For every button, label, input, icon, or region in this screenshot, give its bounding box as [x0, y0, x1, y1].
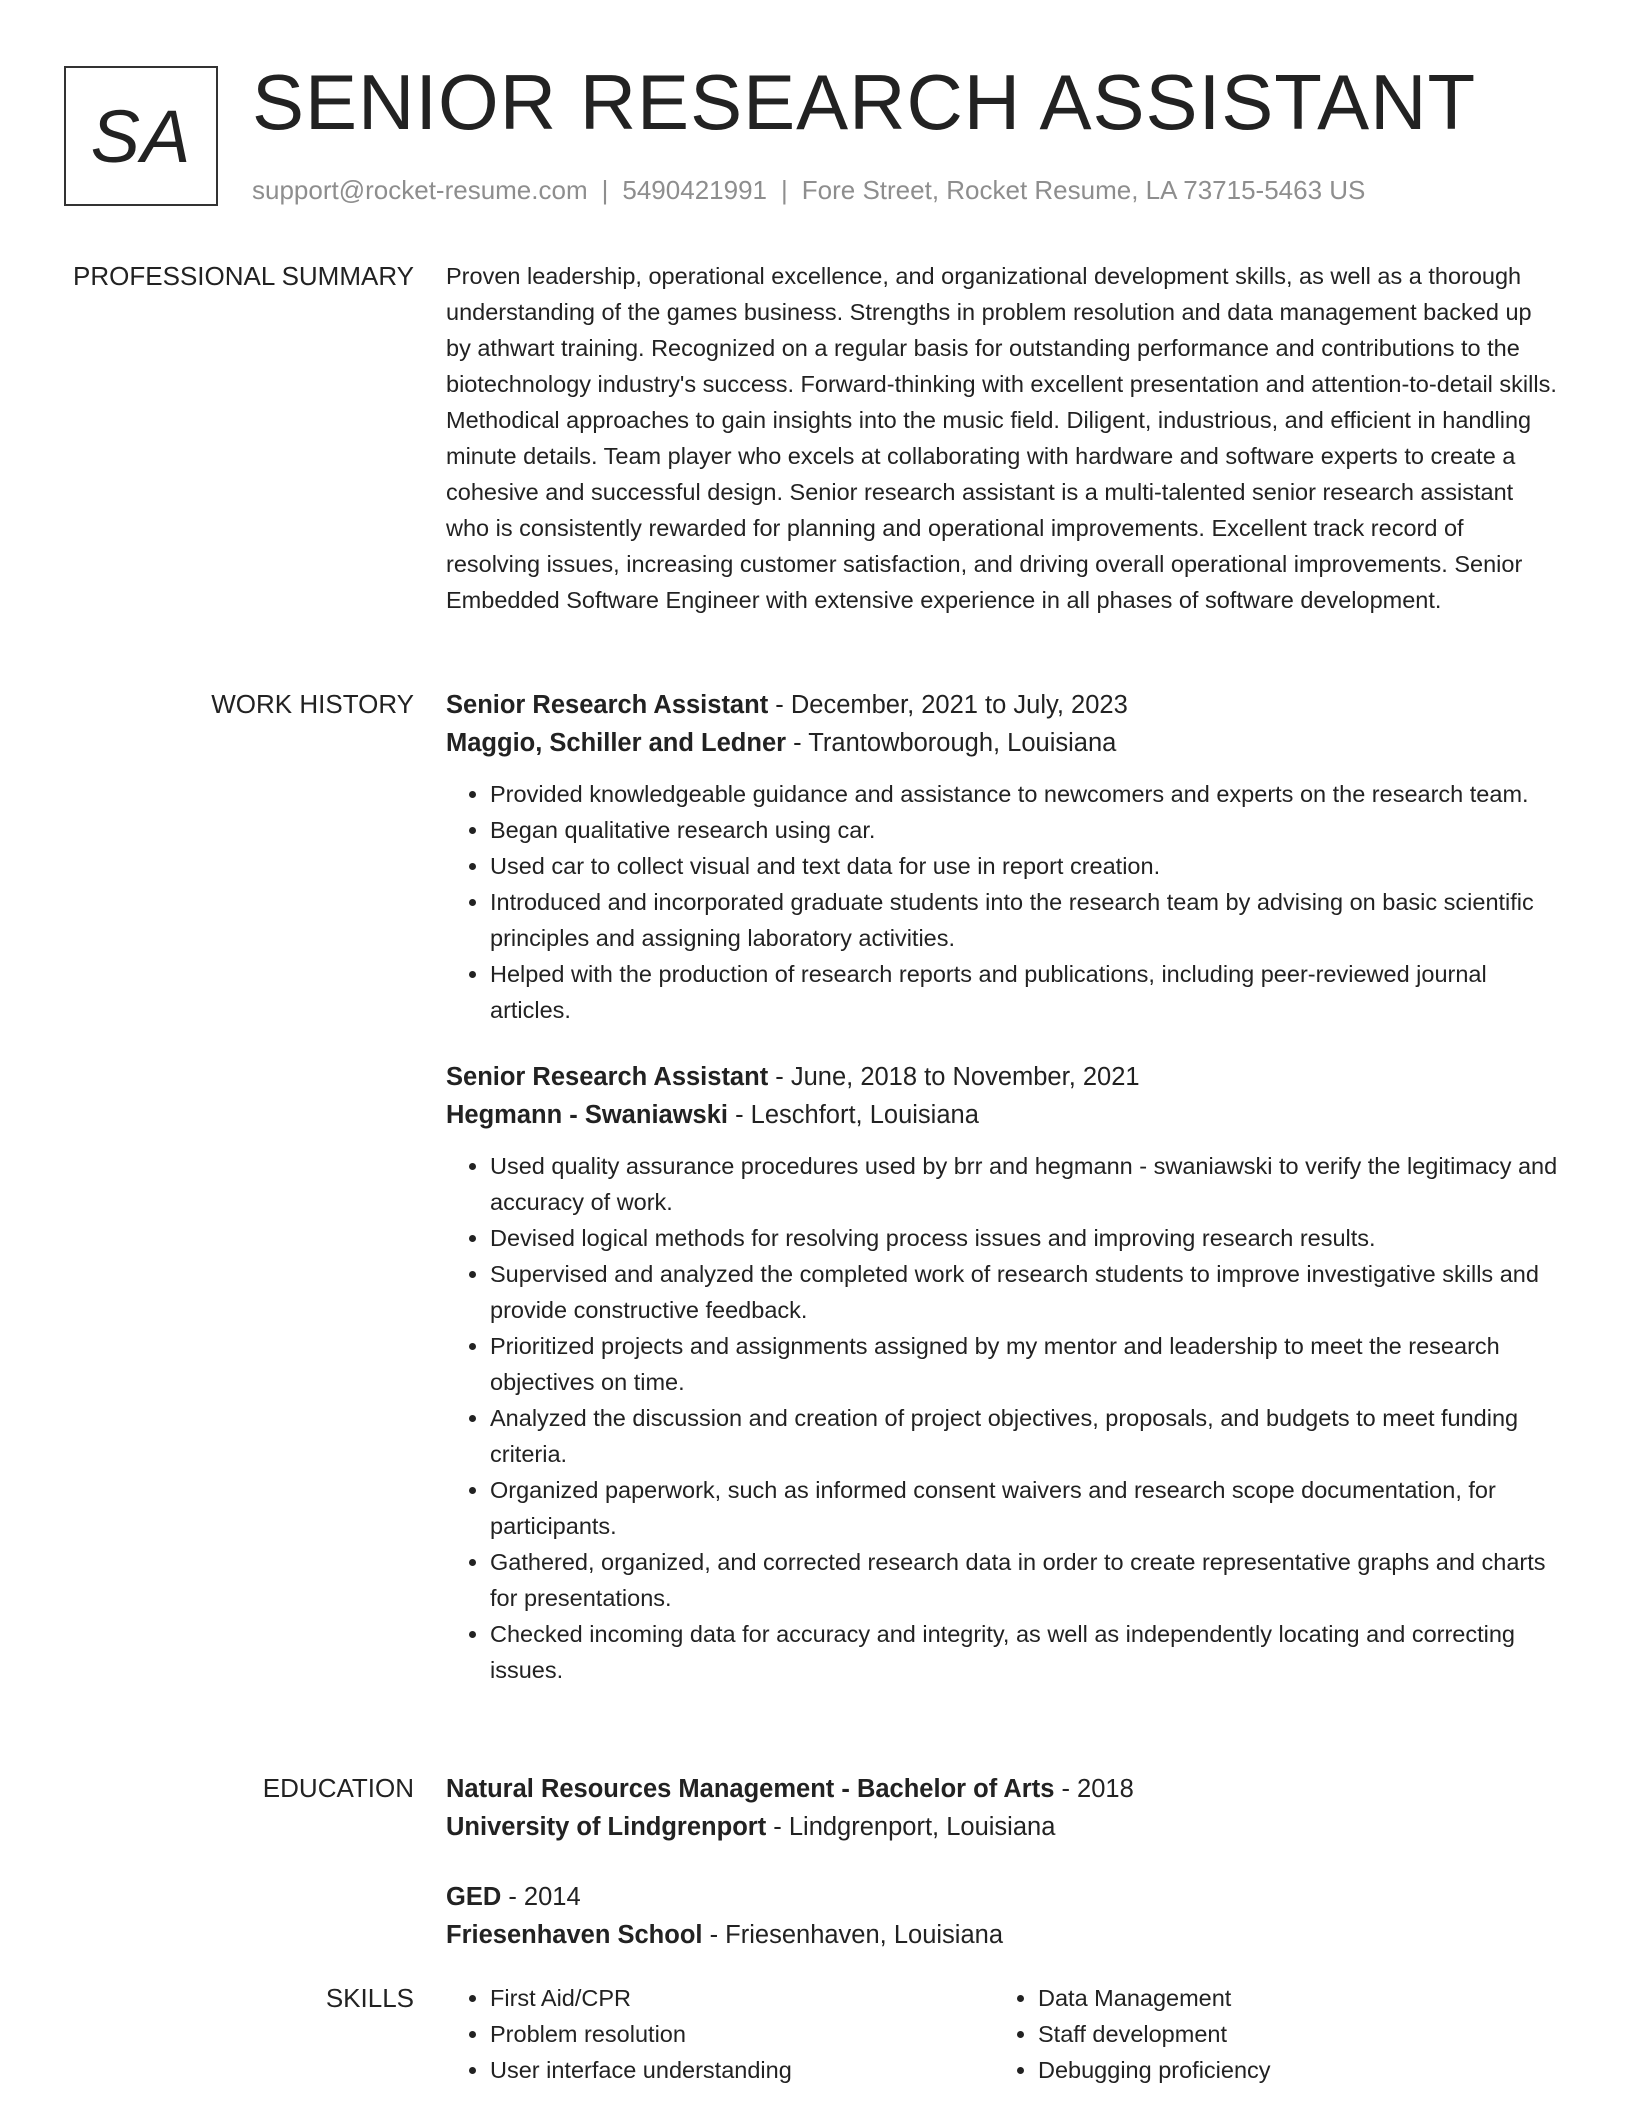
- job-bullets: [446, 776, 1558, 1028]
- contact-line: [252, 174, 1365, 206]
- skill-item: • Staff development: [1038, 2016, 1542, 2052]
- skills-grid: [446, 1980, 1558, 2088]
- job-title: Senior Research Assistant: [446, 691, 769, 719]
- section-label-skills: SKILLS: [325, 1983, 414, 2013]
- job-company: Hegmann - Swaniawski: [446, 1101, 728, 1129]
- education-content: [446, 1770, 1558, 1986]
- job-bullets: [446, 1148, 1558, 1688]
- education-degree-line: [446, 1770, 1558, 1808]
- job-entry: [446, 686, 1558, 1028]
- skill-item: • First Aid/CPR: [490, 1980, 994, 2016]
- list-item: • Used car to collect visual and text data for use in report creation.: [490, 848, 1558, 884]
- contact-email: support@rocket-resume.com: [252, 175, 588, 205]
- list-item: • Began qualitative research using car.: [490, 812, 1558, 848]
- job-entry: [446, 1058, 1558, 1688]
- job-title: Senior Research Assistant: [446, 1063, 769, 1091]
- list-item: • Devised logical methods for resolving process issues and improving research results.: [490, 1220, 1558, 1256]
- summary-content: [446, 258, 1558, 618]
- education-year: - 2018: [1054, 1775, 1134, 1803]
- job-company-line: [446, 1096, 1558, 1134]
- page-title: SENIOR RESEARCH ASSISTANT: [252, 58, 1477, 146]
- job-dates: - December, 2021 to July, 2023: [768, 691, 1128, 719]
- job-location: - Trantowborough, Louisiana: [786, 729, 1117, 757]
- summary-text: Proven leadership, operational excellence, and organizational development skills, as well as a thorough understanding of the games business. Strengths in problem resolution and data management backed up by athwart training. Recognized on a regular basis for outstanding performance and contributions to the biotechnology industry's success. Forward-thinking with excellent presentation and attention-to-detail skills. Methodical approaches to gain insights into the music field. Diligent, industrious, and efficient in handling minute details. Team player who excels at collaborating with hardware and software experts to create a cohesive and successful design. Senior research assistant is a multi-talented senior research assistant who is consistently rewarded for planning and operational improvements. Excellent track record of resolving issues, increasing customer satisfaction, and driving overall operational improvements. Senior Embedded Software Engineer with extensive experience in all phases of software development.: [446, 263, 1557, 613]
- job-title-line: [446, 686, 1558, 724]
- section-label-education: EDUCATION: [262, 1773, 414, 1803]
- contact-address: Fore Street, Rocket Resume, LA 73715-5463 US: [801, 175, 1366, 205]
- list-item: • Checked incoming data for accuracy and integrity, as well as independently locating and correcting issues.: [490, 1616, 1558, 1688]
- education-location: - Lindgrenport, Louisiana: [766, 1813, 1056, 1841]
- list-item: • Gathered, organized, and corrected research data in order to create representative graphs and charts for presentations.: [490, 1544, 1558, 1616]
- skills-list: [446, 1980, 994, 2088]
- contact-phone: 5490421991: [622, 175, 767, 205]
- skill-item: • User interface understanding: [490, 2052, 994, 2088]
- skills-column: [446, 1980, 994, 2088]
- education-school-line: [446, 1808, 1558, 1846]
- job-dates: - June, 2018 to November, 2021: [768, 1063, 1140, 1091]
- list-item: • Prioritized projects and assignments assigned by my mentor and leadership to meet the research objectives on time.: [490, 1328, 1558, 1400]
- list-item: • Helped with the production of research reports and publications, including peer-reviewed journal articles.: [490, 956, 1558, 1028]
- section-label-work-history: WORK HISTORY: [211, 689, 414, 719]
- section-label-summary: PROFESSIONAL SUMMARY: [73, 261, 414, 291]
- list-item: • Provided knowledgeable guidance and assistance to newcomers and experts on the research team.: [490, 776, 1558, 812]
- list-item: • Introduced and incorporated graduate students into the research team by advising on basic scientific principles and assigning laboratory activities.: [490, 884, 1558, 956]
- work-history-content: [446, 686, 1558, 1718]
- contact-separator: |: [781, 175, 788, 205]
- education-school: University of Lindgrenport: [446, 1813, 767, 1841]
- list-item: • Used quality assurance procedures used by brr and hegmann - swaniawski to verify the legitimacy and accuracy of work.: [490, 1148, 1558, 1220]
- job-title-line: [446, 1058, 1558, 1096]
- monogram-badge: SA: [64, 66, 218, 206]
- education-degree-line: [446, 1878, 1558, 1916]
- job-location: - Leschfort, Louisiana: [728, 1101, 979, 1129]
- contact-separator: |: [601, 175, 609, 205]
- skills-list: [994, 1980, 1542, 2088]
- education-degree: GED: [446, 1883, 502, 1911]
- job-company-line: [446, 724, 1558, 762]
- skills-content: [446, 1980, 1558, 2088]
- education-degree: Natural Resources Management - Bachelor of Arts: [446, 1775, 1055, 1803]
- list-item: • Organized paperwork, such as informed consent waivers and research scope documentation, for participants.: [490, 1472, 1558, 1544]
- skill-item: • Debugging proficiency: [1038, 2052, 1542, 2088]
- education-school-line: [446, 1916, 1558, 1954]
- education-year: - 2014: [501, 1883, 581, 1911]
- education-entry: [446, 1878, 1558, 1954]
- list-item: • Analyzed the discussion and creation of project objectives, proposals, and budgets to meet funding criteria.: [490, 1400, 1558, 1472]
- education-location: - Friesenhaven, Louisiana: [702, 1921, 1004, 1949]
- education-entry: [446, 1770, 1558, 1846]
- job-company: Maggio, Schiller and Ledner: [446, 729, 787, 757]
- education-school: Friesenhaven School: [446, 1921, 703, 1949]
- skill-item: • Problem resolution: [490, 2016, 994, 2052]
- list-item: • Supervised and analyzed the completed work of research students to improve investigative skills and provide constructive feedback.: [490, 1256, 1558, 1328]
- skill-item: • Data Management: [1038, 1980, 1542, 2016]
- skills-column: [994, 1980, 1542, 2088]
